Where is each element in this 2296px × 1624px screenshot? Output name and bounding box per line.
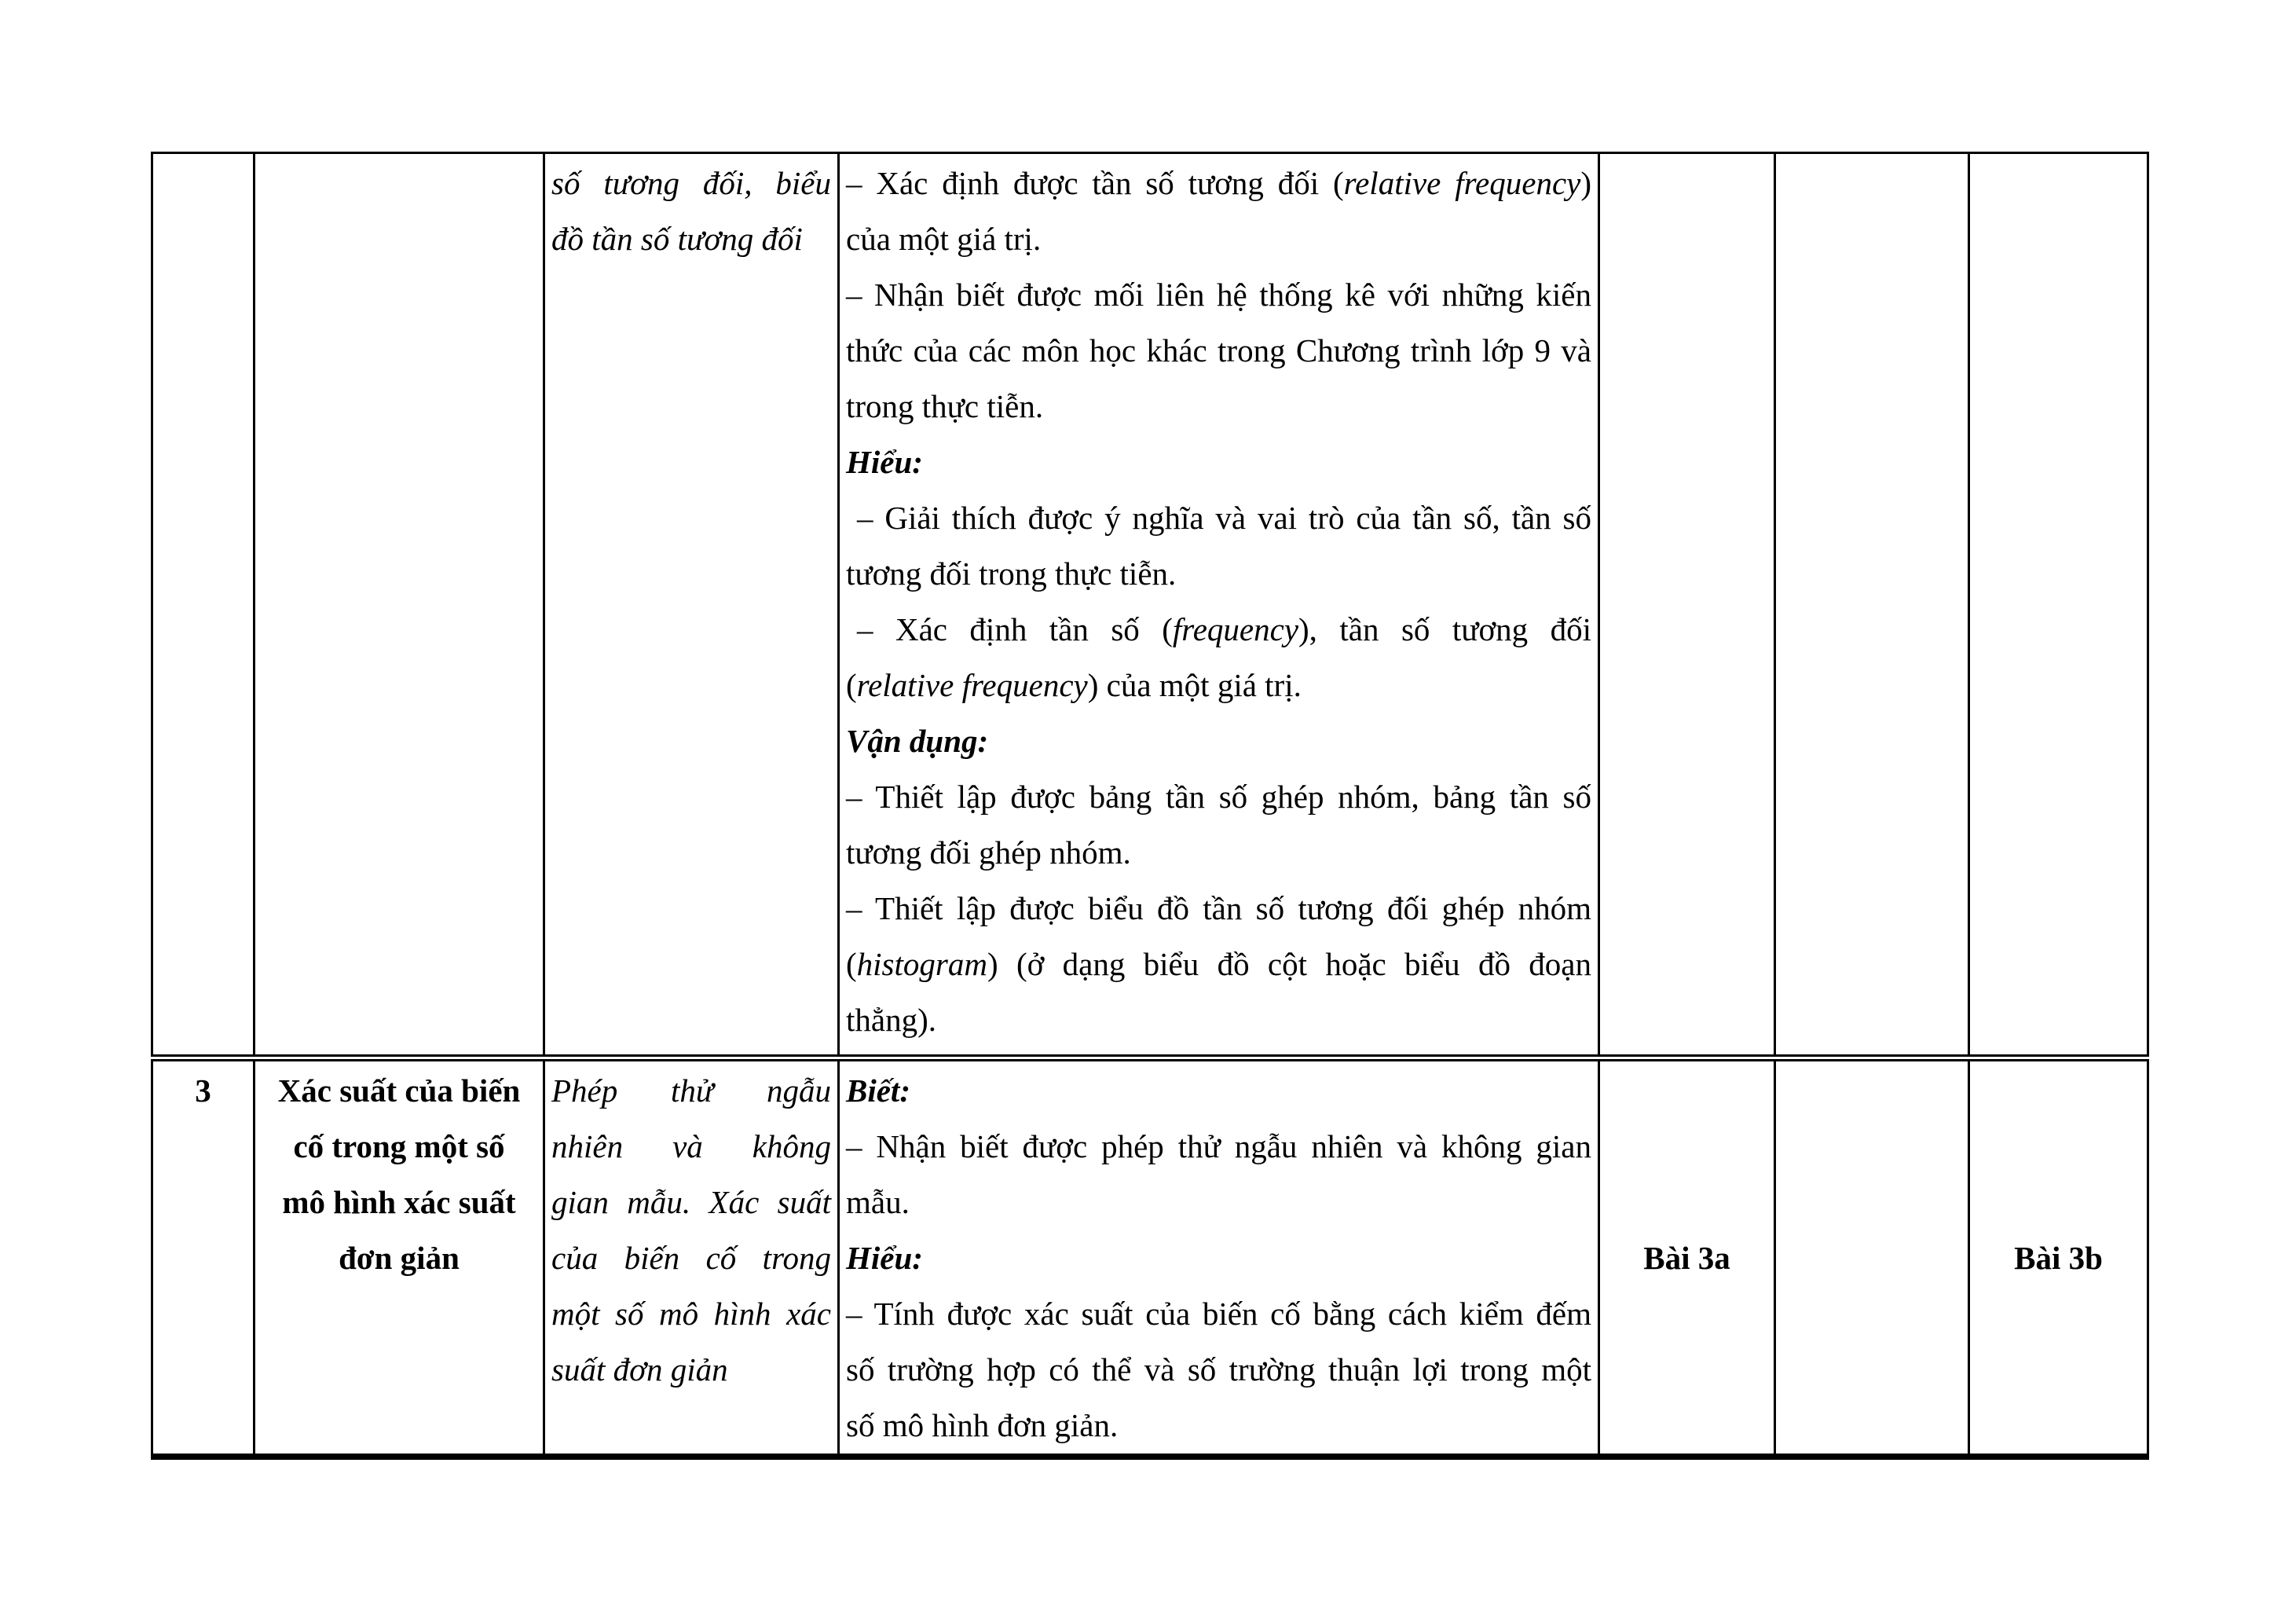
cell-row1-middle [1775,153,1969,1058]
text-line: thẳng). [846,1002,936,1038]
text-line: đơn giản [339,1240,460,1276]
text-line: – Xác định được tần số tương đối (relative frequency) [846,165,1591,201]
text-line: – Thiết lập được biểu đồ tần số tương đối ghép nhóm [846,890,1591,926]
curriculum-table [151,152,2149,1460]
text-line: – Nhận biết được phép thử ngẫu nhiên và không gian [846,1128,1591,1164]
text-line: số mô hình đơn giản. [846,1407,1119,1443]
text-line: suất đơn giản [551,1351,728,1388]
text-line: 3 [195,1072,211,1109]
text-line: mô hình xác suất [282,1184,516,1220]
cell-row3-requirements [839,1058,1599,1457]
cell-row1-number [152,153,255,1058]
text-line: Xác suất của biến [277,1072,521,1109]
cell-row1-requirements [839,153,1599,1058]
cell-row1-bai-b [1969,153,2148,1058]
text-line: mẫu. [846,1184,910,1220]
cell-row1-content [544,153,839,1058]
cell-row1-topic [255,153,544,1058]
cell-row3-content [544,1058,839,1457]
exercise-label-3b: Bài 3b [2014,1240,2103,1276]
text-line: nhiên và không [551,1128,831,1164]
text-line: số trường hợp có thể và số trường thuận lợi trong một [846,1351,1591,1388]
text-line: tương đối ghép nhóm. [846,834,1131,871]
text-line: – Tính được xác suất của biến cố bằng cách kiểm đếm [846,1296,1591,1332]
text-line: (histogram) (ở dạng biểu đồ cột hoặc biểu đồ đoạn [846,946,1591,982]
text-line: Hiểu: [846,1240,923,1276]
table-row [152,153,2148,1058]
table-row [152,1058,2148,1457]
text-line: đồ tần số tương đối [551,221,803,257]
cell-row1-bai-a [1599,153,1775,1058]
cell-row3-topic [255,1058,544,1457]
text-line: Biết: [846,1072,910,1109]
text-line: trong thực tiễn. [846,388,1044,424]
text-line: số tương đối, biểu [551,165,831,201]
cell-row3-number [152,1058,255,1457]
exercise-label-3a: Bài 3a [1643,1240,1730,1276]
cell-row3-bai-a [1599,1058,1775,1457]
text-line: một số mô hình xác [551,1296,831,1332]
text-line: Vận dụng: [846,723,989,759]
text-line: – Giải thích được ý nghĩa và vai trò của tần số, tần số [857,500,1591,536]
text-line: thức của các môn học khác trong Chương trình lớp 9 và [846,332,1591,368]
text-line: của biến cố trong [551,1240,831,1276]
text-line: – Thiết lập được bảng tần số ghép nhóm, bảng tần số [846,779,1591,815]
cell-row3-bai-b [1969,1058,2148,1457]
cell-row3-middle [1775,1058,1969,1457]
text-line: cố trong một số [293,1128,505,1164]
text-line: (relative frequency) của một giá trị. [846,667,1302,703]
text-line: Hiểu: [846,444,923,480]
text-line: của một giá trị. [846,221,1042,257]
text-line: – Nhận biết được mối liên hệ thống kê với những kiến [846,277,1591,313]
text-line: Phép thử ngẫu [551,1072,831,1109]
text-line: – Xác định tần số (frequency), tần số tương đối [857,611,1592,647]
text-line: gian mẫu. Xác suất [551,1184,831,1220]
text-line: tương đối trong thực tiễn. [846,555,1177,592]
